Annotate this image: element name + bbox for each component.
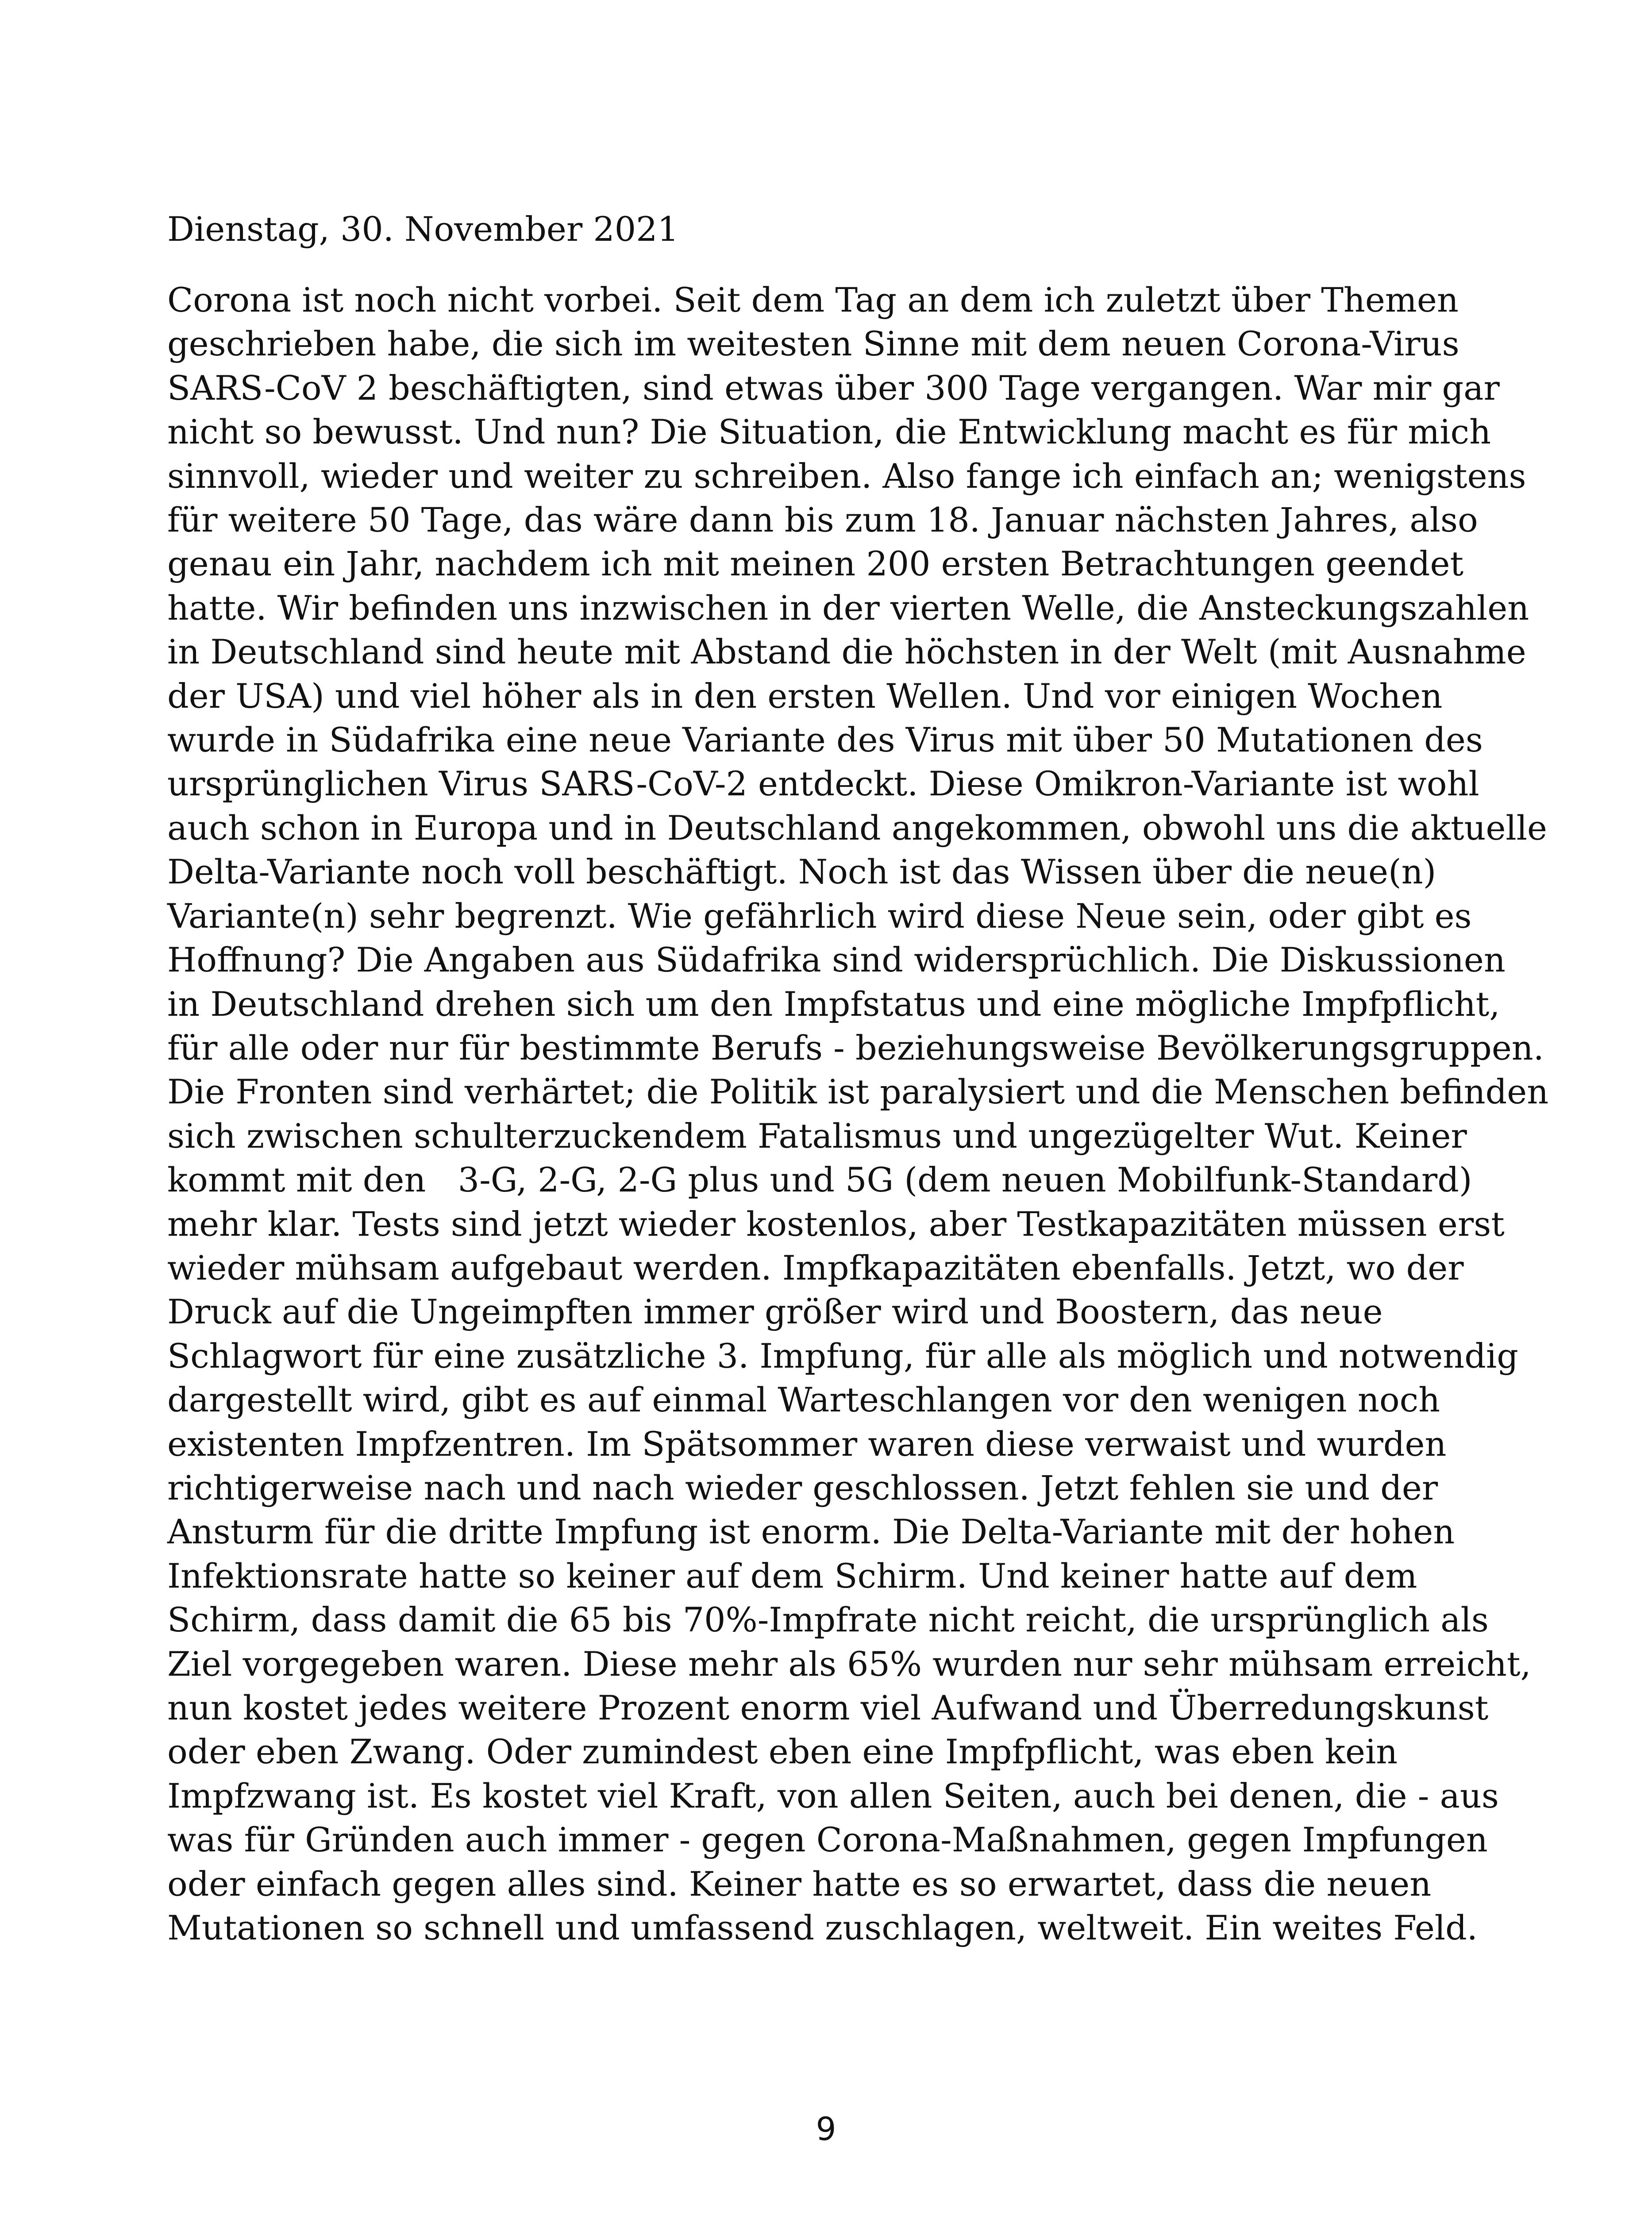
body-line: Ansturm für die dritte Impfung ist enorm. Die Delta-Variante mit der hohen — [167, 1512, 1455, 1552]
body-line: was für Gründen auch immer - gegen Corona-Maßnahmen, gegen Impfungen — [167, 1820, 1488, 1860]
body-line: wieder mühsam aufgebaut werden. Impfkapazitäten ebenfalls. Jetzt, wo der — [167, 1248, 1464, 1288]
body-line: für weitere 50 Tage, das wäre dann bis zum 18. Januar nächsten Jahres, also — [167, 500, 1478, 540]
body-line: Impfzwang ist. Es kostet viel Kraft, von allen Seiten, auch bei denen, die - aus — [167, 1776, 1499, 1816]
body-line: Schlagwort für eine zusätzliche 3. Impfung, für alle als möglich und notwendig — [167, 1336, 1518, 1376]
body-line: SARS-CoV 2 beschäftigten, sind etwas über 300 Tage vergangen. War mir gar — [167, 368, 1500, 408]
body-line: Infektionsrate hatte so keiner auf dem Schirm. Und keiner hatte auf dem — [167, 1556, 1417, 1596]
body-line: Mutationen so schnell und umfassend zuschlagen, weltweit. Ein weites Feld. — [167, 1908, 1478, 1948]
body-line: existenten Impfzentren. Im Spätsommer waren diese verwaist und wurden — [167, 1424, 1447, 1464]
body-line: Corona ist noch nicht vorbei. Seit dem Tag an dem ich zuletzt über Themen — [167, 280, 1459, 320]
body-line: nicht so bewusst. Und nun? Die Situation, die Entwicklung macht es für mich — [167, 412, 1491, 452]
body-line: für alle oder nur für bestimmte Berufs - beziehungsweise Bevölkerungsgruppen. — [167, 1028, 1544, 1068]
body-line: Variante(n) sehr begrenzt. Wie gefährlich wird diese Neue sein, oder gibt es — [167, 896, 1472, 936]
body-paragraph — [167, 278, 1549, 1950]
body-line: Ziel vorgegeben waren. Diese mehr als 65% wurden nur sehr mühsam erreicht, — [167, 1644, 1531, 1684]
body-line: auch schon in Europa und in Deutschland angekommen, obwohl uns die aktuelle — [167, 808, 1548, 848]
body-line: geschrieben habe, die sich im weitesten Sinne mit dem neuen Corona-Virus — [167, 324, 1459, 364]
body-line: oder einfach gegen alles sind. Keiner hatte es so erwartet, dass die neuen — [167, 1864, 1432, 1904]
body-line: ursprünglichen Virus SARS-CoV-2 entdeckt. Diese Omikron-Variante ist wohl — [167, 764, 1479, 804]
body-line: hatte. Wir befinden uns inzwischen in der vierten Welle, die Ansteckungszahlen — [167, 588, 1529, 628]
body-line: sinnvoll, wieder und weiter zu schreiben. Also fange ich einfach an; wenigstens — [167, 456, 1526, 496]
date-heading: Dienstag, 30. November 2021 — [167, 209, 679, 249]
body-line: Delta-Variante noch voll beschäftigt. Noch ist das Wissen über die neue(n) — [167, 852, 1436, 892]
body-line: richtigerweise nach und nach wieder geschlossen. Jetzt fehlen sie und der — [167, 1468, 1438, 1507]
body-line: genau ein Jahr, nachdem ich mit meinen 200 ersten Betrachtungen geendet — [167, 544, 1464, 584]
body-line: mehr klar. Tests sind jetzt wieder kostenlos, aber Testkapazitäten müssen erst — [167, 1204, 1505, 1244]
body-line: oder eben Zwang. Oder zumindest eben eine Impfpflicht, was eben kein — [167, 1732, 1398, 1772]
body-line: kommt mit den 3-G, 2-G, 2-G plus und 5G (dem neuen Mobilfunk-Standard) — [167, 1160, 1472, 1200]
body-line: Hoffnung? Die Angaben aus Südafrika sind widersprüchlich. Die Diskussionen — [167, 940, 1506, 980]
body-line: Druck auf die Ungeimpften immer größer wird und Boostern, das neue — [167, 1292, 1383, 1332]
page-number: 9 — [816, 2110, 836, 2147]
body-line: sich zwischen schulterzuckendem Fatalismus und ungezügelter Wut. Keiner — [167, 1116, 1467, 1156]
body-line: der USA) und viel höher als in den ersten Wellen. Und vor einigen Wochen — [167, 676, 1443, 716]
body-line: in Deutschland drehen sich um den Impfstatus und eine mögliche Impfpflicht, — [167, 984, 1500, 1024]
body-line: dargestellt wird, gibt es auf einmal Warteschlangen vor den wenigen noch — [167, 1380, 1440, 1420]
body-line: Schirm, dass damit die 65 bis 70%-Impfrate nicht reicht, die ursprünglich als — [167, 1600, 1489, 1640]
body-line: nun kostet jedes weitere Prozent enorm viel Aufwand und Überredungskunst — [167, 1688, 1489, 1727]
body-line: Die Fronten sind verhärtet; die Politik ist paralysiert und die Menschen befinden — [167, 1072, 1549, 1112]
body-line: wurde in Südafrika eine neue Variante des Virus mit über 50 Mutationen des — [167, 720, 1483, 760]
body-line: in Deutschland sind heute mit Abstand die höchsten in der Welt (mit Ausnahme — [167, 632, 1526, 672]
